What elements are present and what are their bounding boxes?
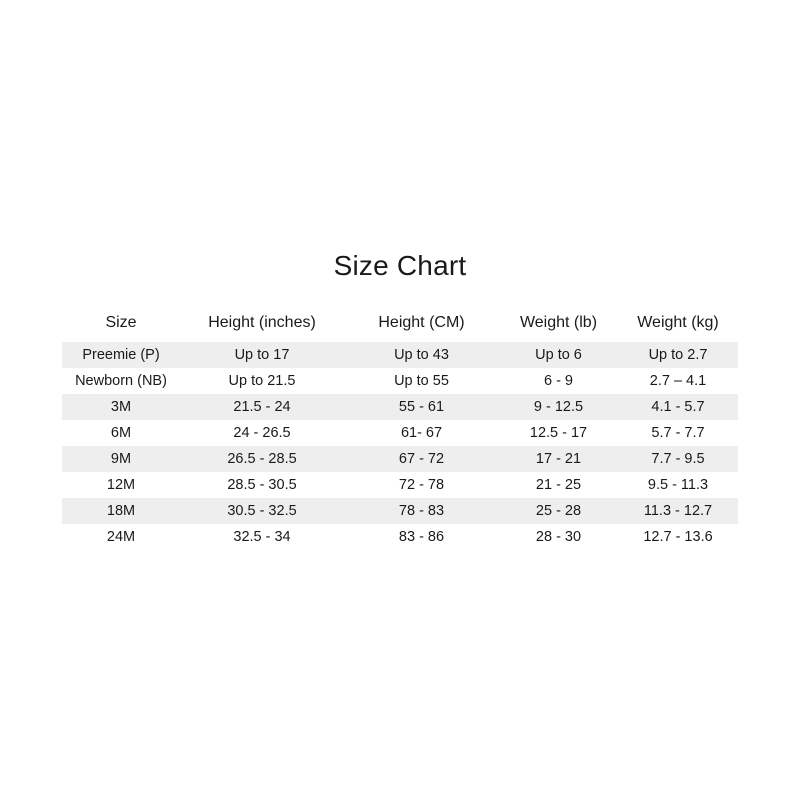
cell-height-inches: 21.5 - 24 bbox=[233, 399, 291, 415]
cell-height-inches: 32.5 - 34 bbox=[233, 529, 291, 545]
cell-height-inches: 28.5 - 30.5 bbox=[227, 477, 297, 493]
cell-size: 6M bbox=[110, 425, 132, 441]
table-row bbox=[62, 420, 738, 446]
cell-weight-kg: 12.7 - 13.6 bbox=[643, 529, 713, 545]
table-row bbox=[62, 342, 738, 368]
cell-weight-kg: 2.7 – 4.1 bbox=[649, 373, 707, 389]
cell-size: 9M bbox=[110, 451, 132, 467]
cell-weight-lb: Up to 6 bbox=[535, 347, 582, 363]
cell-size: 3M bbox=[110, 399, 132, 415]
cell-weight-lb: 6 - 9 bbox=[543, 373, 573, 389]
cell-weight-kg: 7.7 - 9.5 bbox=[651, 451, 705, 467]
cell-size: 12M bbox=[106, 477, 136, 493]
header-height-inches: Height (inches) bbox=[208, 314, 316, 331]
cell-weight-lb: 17 - 21 bbox=[535, 451, 582, 467]
header-weight-lb: Weight (lb) bbox=[519, 314, 598, 331]
cell-height-cm: 78 - 83 bbox=[398, 503, 445, 519]
cell-height-cm: Up to 43 bbox=[394, 347, 449, 363]
cell-height-inches: Up to 21.5 bbox=[228, 373, 296, 389]
cell-weight-kg: Up to 2.7 bbox=[648, 347, 708, 363]
cell-weight-lb: 28 - 30 bbox=[535, 529, 582, 545]
header-size: Size bbox=[105, 314, 137, 331]
cell-height-inches: 30.5 - 32.5 bbox=[227, 503, 297, 519]
cell-weight-kg: 4.1 - 5.7 bbox=[651, 399, 705, 415]
table-row bbox=[62, 498, 738, 524]
cell-height-cm: Up to 55 bbox=[394, 373, 449, 389]
cell-weight-lb: 25 - 28 bbox=[535, 503, 582, 519]
cell-size: Newborn (NB) bbox=[75, 373, 167, 389]
cell-height-cm: 61- 67 bbox=[400, 425, 443, 441]
cell-height-cm: 72 - 78 bbox=[398, 477, 445, 493]
cell-size: 18M bbox=[106, 503, 136, 519]
cell-height-inches: 26.5 - 28.5 bbox=[227, 451, 297, 467]
cell-weight-lb: 12.5 - 17 bbox=[529, 425, 588, 441]
cell-weight-lb: 9 - 12.5 bbox=[533, 399, 584, 415]
cell-size: 24M bbox=[106, 529, 136, 545]
cell-height-inches: 24 - 26.5 bbox=[233, 425, 291, 441]
size-table bbox=[62, 309, 738, 550]
table-row bbox=[62, 446, 738, 472]
table-row bbox=[62, 524, 738, 550]
table-row bbox=[62, 368, 738, 394]
cell-weight-kg: 5.7 - 7.7 bbox=[651, 425, 705, 441]
cell-weight-lb: 21 - 25 bbox=[535, 477, 582, 493]
header-height-cm: Height (CM) bbox=[378, 314, 465, 331]
cell-weight-kg: 9.5 - 11.3 bbox=[647, 477, 709, 493]
table-row bbox=[62, 472, 738, 498]
cell-weight-kg: 11.3 - 12.7 bbox=[643, 503, 713, 519]
table-header-row bbox=[62, 309, 738, 337]
cell-height-inches: Up to 17 bbox=[234, 347, 290, 363]
cell-size: Preemie (P) bbox=[82, 347, 160, 363]
table-row bbox=[62, 394, 738, 420]
cell-height-cm: 67 - 72 bbox=[398, 451, 445, 467]
cell-height-cm: 55 - 61 bbox=[398, 399, 445, 415]
header-weight-kg: Weight (kg) bbox=[637, 314, 719, 331]
page-title: Size Chart bbox=[333, 250, 467, 281]
cell-height-cm: 83 - 86 bbox=[398, 529, 445, 545]
